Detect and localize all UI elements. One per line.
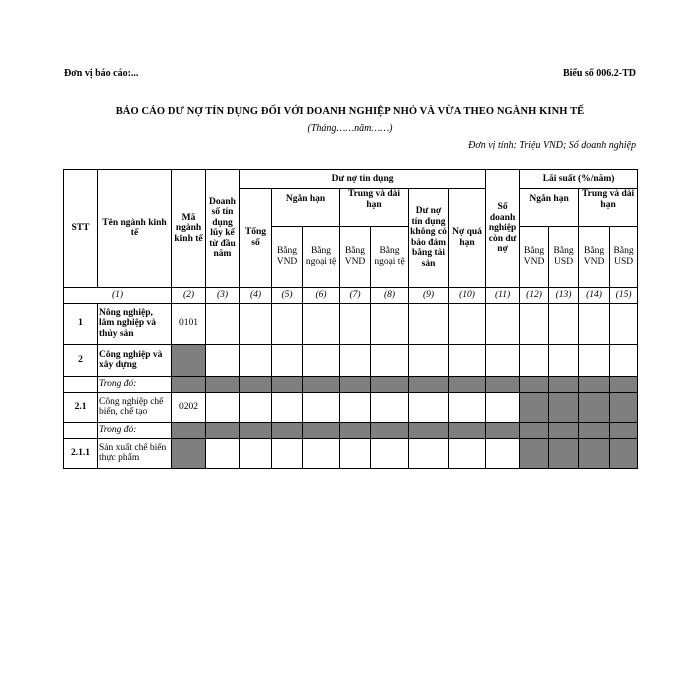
row-industry-name: Công nghiệp chế biến, chế tạo xyxy=(98,392,172,422)
header-num-enterprises: Số doanh nghiệp còn dư nợ xyxy=(486,170,520,288)
shaded-cell xyxy=(579,422,610,438)
header-short-term: Ngắn hạn xyxy=(272,189,340,211)
data-cell xyxy=(303,344,340,376)
data-cell xyxy=(486,344,520,376)
shaded-cell xyxy=(610,376,638,392)
header-unsecured: Dư nợ tín dụng không có bảo đảm bằng tài sản xyxy=(409,189,449,288)
column-number-3: (3) xyxy=(206,287,240,303)
header-interest-short-term: Ngắn hạn xyxy=(520,189,579,211)
shaded-cell xyxy=(409,422,449,438)
data-cell xyxy=(610,344,638,376)
shaded-cell xyxy=(610,392,638,422)
data-cell xyxy=(449,344,486,376)
data-cell xyxy=(240,344,272,376)
shaded-cell xyxy=(520,392,549,422)
data-cell xyxy=(64,376,98,392)
shaded-cell xyxy=(549,422,579,438)
column-number-11: (11) xyxy=(486,287,520,303)
row-industry-name: Công nghiệp và xây dựng xyxy=(98,344,172,376)
data-cell xyxy=(409,344,449,376)
column-number-7: (7) xyxy=(340,287,371,303)
row-industry-name: Sản xuất chế biến thực phẩm xyxy=(98,438,172,468)
header-total: Tổng số xyxy=(240,189,272,288)
note-row xyxy=(64,422,638,438)
shaded-cell xyxy=(409,376,449,392)
column-number-5: (5) xyxy=(272,287,303,303)
header-outstanding-group: Dư nợ tín dụng xyxy=(240,170,486,189)
column-number-6: (6) xyxy=(303,287,340,303)
shaded-cell xyxy=(172,422,206,438)
report-title: BÁO CÁO DƯ NỢ TÍN DỤNG ĐỐI VỚI DOANH NGHIỆP NHỎ VÀ VỪA THEO NGÀNH KINH TẾ xyxy=(115,106,585,117)
header-cumulative-sales: Doanh số tín dụng lũy kế từ đầu năm xyxy=(206,170,240,288)
header-rate-medium-vnd: Bằng VND xyxy=(579,226,610,287)
shaded-cell xyxy=(579,392,610,422)
column-number-14: (14) xyxy=(579,287,610,303)
shaded-cell xyxy=(549,376,579,392)
shaded-cell xyxy=(206,376,240,392)
row-stt: 1 xyxy=(64,303,98,344)
data-cell xyxy=(272,344,303,376)
shaded-cell xyxy=(520,422,549,438)
shaded-cell xyxy=(520,376,549,392)
data-cell xyxy=(303,438,340,468)
shaded-cell xyxy=(172,376,206,392)
column-number-8: (8) xyxy=(371,287,409,303)
column-number-10: (10) xyxy=(449,287,486,303)
data-cell xyxy=(240,438,272,468)
header-interest-medium-spacer xyxy=(579,210,638,226)
note-label: Trong đó: xyxy=(98,422,172,438)
shaded-cell xyxy=(303,422,340,438)
data-cell xyxy=(206,303,240,344)
column-number-2: (2) xyxy=(172,287,206,303)
data-cell xyxy=(240,303,272,344)
data-cell xyxy=(371,392,409,422)
row-industry-code: 0202 xyxy=(172,392,206,422)
data-cell xyxy=(409,438,449,468)
table-row xyxy=(64,303,638,344)
column-number-15: (15) xyxy=(610,287,638,303)
header-rate-short-vnd: Bằng VND xyxy=(520,226,549,287)
data-cell xyxy=(64,422,98,438)
shaded-cell xyxy=(240,422,272,438)
header-medium-long-spacer xyxy=(340,210,409,226)
column-number-9: (9) xyxy=(409,287,449,303)
row-industry-code: 0101 xyxy=(172,303,206,344)
shaded-cell xyxy=(486,376,520,392)
column-number-4: (4) xyxy=(240,287,272,303)
shaded-cell xyxy=(172,344,206,376)
form-number-label: Biểu số 006.2-TD xyxy=(562,68,636,79)
shaded-cell xyxy=(549,392,579,422)
header-overdue: Nợ quá hạn xyxy=(449,189,486,288)
data-cell xyxy=(486,303,520,344)
shaded-cell xyxy=(449,376,486,392)
shaded-cell xyxy=(549,438,579,468)
shaded-cell xyxy=(340,422,371,438)
column-number-1: (1) xyxy=(64,287,172,303)
header-industry-code: Mã ngành kinh tế xyxy=(172,170,206,288)
data-cell xyxy=(520,344,549,376)
report-period: (Tháng……năm……) xyxy=(307,123,393,134)
note-row xyxy=(64,376,638,392)
table-row xyxy=(64,392,638,422)
data-cell xyxy=(486,438,520,468)
shaded-cell xyxy=(371,376,409,392)
row-stt: 2 xyxy=(64,344,98,376)
data-cell xyxy=(371,303,409,344)
data-cell xyxy=(340,344,371,376)
header-rate-medium-usd: Bằng USD xyxy=(610,226,638,287)
data-cell xyxy=(549,303,579,344)
data-cell xyxy=(409,303,449,344)
data-cell xyxy=(610,303,638,344)
table-row xyxy=(64,438,638,468)
unit-note: Đơn vị tính: Triệu VND; Số doanh nghiệp xyxy=(468,140,636,151)
data-cell xyxy=(371,438,409,468)
shaded-cell xyxy=(579,438,610,468)
table-row xyxy=(64,344,638,376)
shaded-cell xyxy=(303,376,340,392)
shaded-cell xyxy=(371,422,409,438)
shaded-cell xyxy=(272,376,303,392)
data-cell xyxy=(449,438,486,468)
data-cell xyxy=(371,344,409,376)
column-number-13: (13) xyxy=(549,287,579,303)
data-cell xyxy=(272,392,303,422)
report-table xyxy=(63,169,638,469)
column-number-row xyxy=(64,287,638,303)
header-medium-foreign: Bằng ngoại tệ xyxy=(371,226,409,287)
row-industry-name: Nông nghiệp, lâm nghiệp và thủy sản xyxy=(98,303,172,344)
data-cell xyxy=(340,303,371,344)
shaded-cell xyxy=(610,422,638,438)
shaded-cell xyxy=(340,376,371,392)
shaded-cell xyxy=(520,438,549,468)
data-cell xyxy=(340,438,371,468)
header-medium-vnd: Bằng VND xyxy=(340,226,371,287)
shaded-cell xyxy=(610,438,638,468)
shaded-cell xyxy=(240,376,272,392)
header-rate-short-usd: Bằng USD xyxy=(549,226,579,287)
data-cell xyxy=(206,438,240,468)
data-cell xyxy=(303,303,340,344)
shaded-cell xyxy=(172,438,206,468)
data-cell xyxy=(240,392,272,422)
header-industry-name: Tên ngành kinh tế xyxy=(98,170,172,288)
shaded-cell xyxy=(206,422,240,438)
shaded-cell xyxy=(579,376,610,392)
data-cell xyxy=(579,344,610,376)
data-cell xyxy=(449,303,486,344)
header-interest-group: Lãi suất (%/năm) xyxy=(520,170,638,189)
column-number-12: (12) xyxy=(520,287,549,303)
data-cell xyxy=(549,344,579,376)
data-cell xyxy=(206,392,240,422)
data-cell xyxy=(486,392,520,422)
header-stt: STT xyxy=(64,170,98,288)
note-label: Trong đó: xyxy=(98,376,172,392)
data-cell xyxy=(520,303,549,344)
data-cell xyxy=(272,438,303,468)
header-short-term-spacer xyxy=(272,210,340,226)
data-cell xyxy=(206,344,240,376)
data-cell xyxy=(449,392,486,422)
row-stt: 2.1 xyxy=(64,392,98,422)
header-interest-medium-long-term: Trung và dài hạn xyxy=(579,189,638,211)
shaded-cell xyxy=(449,422,486,438)
data-cell xyxy=(303,392,340,422)
header-short-foreign: Bằng ngoại tệ xyxy=(303,226,340,287)
row-stt: 2.1.1 xyxy=(64,438,98,468)
data-cell xyxy=(272,303,303,344)
data-cell xyxy=(340,392,371,422)
header-interest-short-spacer xyxy=(520,210,579,226)
shaded-cell xyxy=(272,422,303,438)
reporting-unit-label: Đơn vị báo cáo:... xyxy=(64,68,139,79)
shaded-cell xyxy=(486,422,520,438)
header-short-vnd: Bằng VND xyxy=(272,226,303,287)
data-cell xyxy=(409,392,449,422)
data-cell xyxy=(579,303,610,344)
header-medium-long-term: Trung và dài hạn xyxy=(340,189,409,211)
header-row-1 xyxy=(64,170,638,189)
